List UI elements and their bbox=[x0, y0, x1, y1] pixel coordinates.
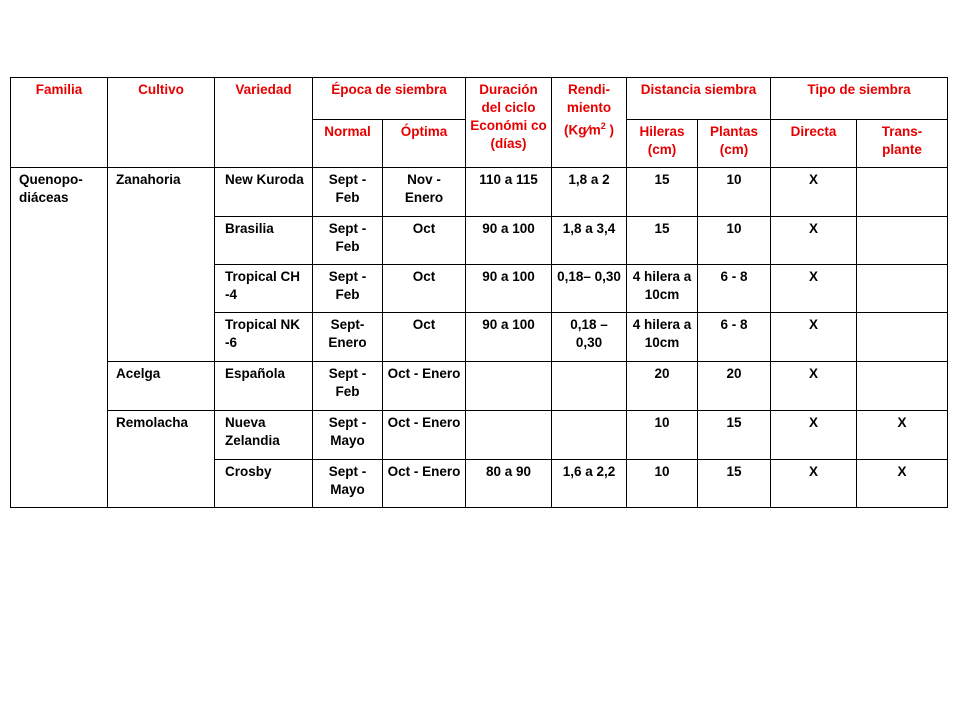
cell-variedad: Tropical CH -4 bbox=[215, 265, 313, 313]
cell-normal: Sept - Feb bbox=[313, 217, 383, 265]
cell-directa: X bbox=[771, 217, 857, 265]
header-directa: Directa bbox=[771, 120, 857, 168]
cell-rendimiento: 0,18 – 0,30 bbox=[552, 313, 627, 362]
header-plantas: Plantas (cm) bbox=[698, 120, 771, 168]
crop-table bbox=[10, 77, 948, 508]
cell-trasplante bbox=[857, 362, 948, 411]
table-row bbox=[11, 411, 948, 460]
header-hileras: Hileras (cm) bbox=[627, 120, 698, 168]
cell-optima: Oct bbox=[383, 313, 466, 362]
cell-directa: X bbox=[771, 460, 857, 508]
cell-hileras: 4 hilera a 10cm bbox=[627, 313, 698, 362]
cell-hileras: 4 hilera a 10cm bbox=[627, 265, 698, 313]
cell-optima: Oct - Enero bbox=[383, 411, 466, 460]
cell-trasplante: X bbox=[857, 411, 948, 460]
cell-duracion: 90 a 100 bbox=[466, 217, 552, 265]
header-normal: Normal bbox=[313, 120, 383, 168]
cell-normal: Sept- Enero bbox=[313, 313, 383, 362]
cell-plantas: 20 bbox=[698, 362, 771, 411]
cell-plantas: 15 bbox=[698, 411, 771, 460]
cell-trasplante bbox=[857, 217, 948, 265]
cell-directa: X bbox=[771, 313, 857, 362]
rend-exponent: 2 bbox=[600, 121, 606, 131]
cell-rendimiento: 1,8 a 3,4 bbox=[552, 217, 627, 265]
cell-hileras: 10 bbox=[627, 460, 698, 508]
cell-variedad: New Kuroda bbox=[215, 168, 313, 217]
cell-duracion bbox=[466, 362, 552, 411]
cell-plantas: 15 bbox=[698, 460, 771, 508]
header-duracion: Duración del ciclo Económi co (días) bbox=[466, 78, 552, 168]
rend-close: ) bbox=[605, 122, 615, 138]
cell-hileras: 15 bbox=[627, 217, 698, 265]
cell-directa: X bbox=[771, 362, 857, 411]
cell-duracion: 110 a 115 bbox=[466, 168, 552, 217]
cell-normal: Sept - Feb bbox=[313, 362, 383, 411]
cell-optima: Oct bbox=[383, 265, 466, 313]
cell-rendimiento: 1,6 a 2,2 bbox=[552, 460, 627, 508]
header-distancia: Distancia siembra bbox=[627, 78, 771, 120]
header-familia: Familia bbox=[11, 78, 108, 168]
cell-rendimiento: 1,8 a 2 bbox=[552, 168, 627, 217]
cell-duracion: 80 a 90 bbox=[466, 460, 552, 508]
cell-trasplante bbox=[857, 313, 948, 362]
cell-optima: Nov - Enero bbox=[383, 168, 466, 217]
cell-variedad: Brasilia bbox=[215, 217, 313, 265]
cell-hileras: 20 bbox=[627, 362, 698, 411]
header-variedad: Variedad bbox=[215, 78, 313, 168]
cell-familia: Quenopo- diáceas bbox=[11, 168, 108, 508]
cell-rendimiento: 0,18– 0,30 bbox=[552, 265, 627, 313]
cell-optima: Oct - Enero bbox=[383, 362, 466, 411]
cell-variedad: Tropical NK -6 bbox=[215, 313, 313, 362]
table-row bbox=[11, 362, 948, 411]
cell-normal: Sept - Feb bbox=[313, 168, 383, 217]
cell-plantas: 10 bbox=[698, 217, 771, 265]
cell-normal: Sept - Mayo bbox=[313, 411, 383, 460]
cell-optima: Oct - Enero bbox=[383, 460, 466, 508]
header-tipo: Tipo de siembra bbox=[771, 78, 948, 120]
header-optima: Óptima bbox=[383, 120, 466, 168]
cell-directa: X bbox=[771, 265, 857, 313]
cell-variedad: Española bbox=[215, 362, 313, 411]
cell-trasplante bbox=[857, 168, 948, 217]
cell-cultivo-remolacha: Remolacha bbox=[108, 411, 215, 508]
header-trasplante: Trans- plante bbox=[857, 120, 948, 168]
cell-normal: Sept - Mayo bbox=[313, 460, 383, 508]
cell-rendimiento bbox=[552, 411, 627, 460]
cell-hileras: 10 bbox=[627, 411, 698, 460]
cell-plantas: 10 bbox=[698, 168, 771, 217]
cell-trasplante: X bbox=[857, 460, 948, 508]
cell-cultivo-zanahoria: Zanahoria bbox=[108, 168, 215, 362]
cell-duracion bbox=[466, 411, 552, 460]
header-epoca: Época de siembra bbox=[313, 78, 466, 120]
cell-variedad: Nueva Zelandia bbox=[215, 411, 313, 460]
cell-rendimiento bbox=[552, 362, 627, 411]
table-row bbox=[11, 168, 948, 217]
cell-plantas: 6 - 8 bbox=[698, 265, 771, 313]
cell-directa: X bbox=[771, 168, 857, 217]
cell-duracion: 90 a 100 bbox=[466, 313, 552, 362]
header-cultivo: Cultivo bbox=[108, 78, 215, 168]
cell-optima: Oct bbox=[383, 217, 466, 265]
cell-variedad: Crosby bbox=[215, 460, 313, 508]
cell-hileras: 15 bbox=[627, 168, 698, 217]
cell-cultivo-acelga: Acelga bbox=[108, 362, 215, 411]
cell-trasplante bbox=[857, 265, 948, 313]
rend-label: Rendi-miento (Kg bbox=[563, 82, 612, 138]
cell-directa: X bbox=[771, 411, 857, 460]
cell-plantas: 6 - 8 bbox=[698, 313, 771, 362]
header-rendimiento bbox=[552, 78, 627, 168]
cell-normal: Sept - Feb bbox=[313, 265, 383, 313]
rend-unit: ⁄m bbox=[586, 122, 601, 138]
cell-duracion: 90 a 100 bbox=[466, 265, 552, 313]
